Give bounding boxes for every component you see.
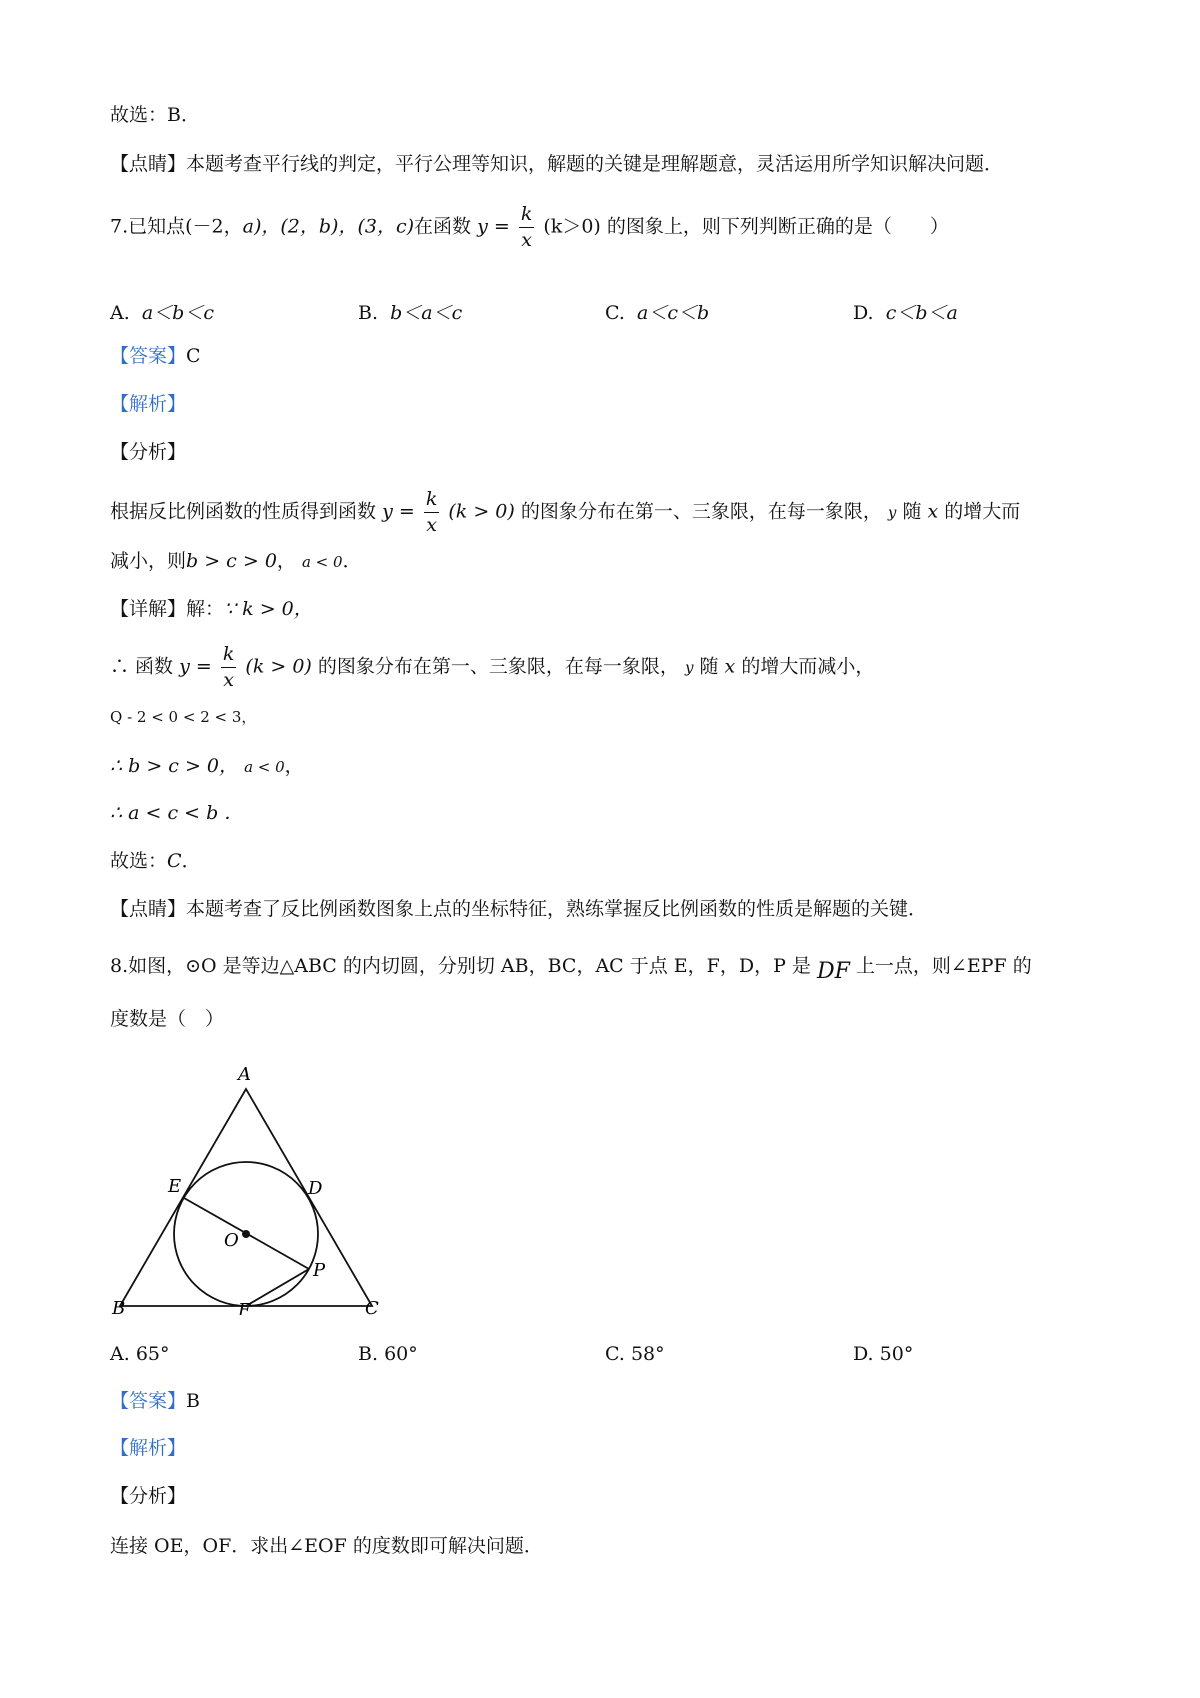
cond: (k > 0) — [245, 655, 312, 678]
cond: (k > 0) — [448, 500, 515, 523]
label-e: E — [168, 1176, 182, 1197]
text: ∴ 函数 — [110, 655, 174, 678]
answer-tag: 【答案】 — [110, 1390, 187, 1412]
option-label: B. — [358, 302, 379, 324]
text: ∴ b > c > 0， — [110, 755, 239, 777]
text: ， — [284, 755, 304, 777]
q7-analysis-tag: 【解析】 — [110, 393, 187, 415]
var-x: x — [724, 655, 736, 678]
q8-analysis-tag: 【解析】 — [110, 1437, 187, 1459]
q7-fenxi-line2 — [110, 550, 362, 573]
q8-option-a — [110, 1343, 170, 1365]
q7-fenxi-line1 — [110, 490, 1020, 535]
q8-option-d — [853, 1343, 913, 1365]
q7-fenxi-tag: 【分析】 — [110, 441, 187, 463]
arc-df: DF — [816, 959, 850, 984]
label-a: A — [238, 1064, 251, 1085]
choice-value: C — [167, 850, 182, 872]
var-x: x — [927, 500, 939, 523]
q7-func-cond: (k＞0) — [543, 215, 601, 238]
label-b: B — [112, 1298, 126, 1315]
text: ． — [181, 850, 201, 872]
q8-option-b — [358, 1343, 418, 1365]
option-text: 60° — [384, 1343, 418, 1365]
label-p: P — [313, 1260, 326, 1281]
q7-func-fraction — [519, 205, 535, 250]
text: ． — [342, 550, 362, 572]
option-text: 58° — [630, 1343, 665, 1365]
q8-stem-line2: 度数是（ ） — [110, 1008, 225, 1030]
option-label: D. — [853, 302, 874, 324]
option-label: C. — [605, 1343, 625, 1365]
text: ， — [276, 550, 296, 572]
prev-choice: 故选：B． — [110, 104, 200, 126]
func-lhs: y = — [382, 500, 415, 523]
ineq: b > c > 0 — [186, 550, 277, 572]
answer-value: B — [186, 1390, 200, 1412]
prev-comment: 【点睛】本题考查平行线的判定，平行公理等知识，解题的关键是理解题意，灵活运用所学知识解决问题． — [110, 153, 1004, 175]
q7-points: a)，(2，b)，(3，c) — [242, 215, 415, 238]
q8-fenxi: 连接 OE，OF．求出∠EOF 的度数即可解决问题． — [110, 1535, 543, 1557]
var-y: y — [887, 503, 897, 522]
text: 上一点，则∠EPF 的 — [855, 955, 1032, 977]
q7-func-num: k — [519, 205, 535, 228]
option-text: 50° — [879, 1343, 914, 1365]
q7-answer — [110, 345, 201, 368]
q7-detail-line3: Q - 2 < 0 < 2 < 3， — [110, 708, 257, 726]
q7-detail-line1 — [110, 598, 313, 621]
option-label: A. — [110, 1343, 130, 1365]
var-y: y — [684, 658, 694, 677]
option-label: A. — [110, 302, 130, 324]
answer-value: C — [186, 345, 201, 367]
text: 的增大而 — [944, 500, 1021, 523]
q7-option-d — [853, 298, 958, 325]
q7-detail-line2 — [110, 645, 874, 690]
q7-stem — [110, 205, 949, 250]
den: x — [223, 669, 234, 691]
num: k — [424, 490, 440, 513]
option-text: a＜c＜b — [637, 302, 710, 324]
text: 的增大而减小， — [741, 655, 875, 678]
q8-answer — [110, 1390, 200, 1413]
option-text: b＜a＜c — [390, 302, 463, 324]
q7-detail-line5: ∴ a < c < b ． — [110, 802, 244, 824]
q7-option-c — [605, 298, 709, 325]
q7-option-a — [110, 298, 214, 325]
label-d: D — [308, 1178, 323, 1199]
q7-option-b — [358, 298, 462, 325]
ineq: a < 0 — [301, 553, 343, 571]
detail-tag: 【详解】解： — [110, 598, 225, 620]
fraction — [221, 645, 237, 690]
option-label: D. — [853, 1343, 874, 1365]
q7-func-lhs: y = — [477, 215, 510, 238]
num: k — [221, 645, 237, 668]
q7-func-den: x — [521, 229, 532, 251]
q7-comment: 【点睛】本题考查了反比例函数图象上点的坐标特征，熟练掌握反比例函数的性质是解题的关键． — [110, 898, 928, 920]
q7-stem-a: 7.已知点(－2， — [110, 215, 243, 238]
option-text: 65° — [135, 1343, 170, 1365]
den: x — [426, 514, 437, 536]
center-dot — [242, 1230, 250, 1238]
label-o: O — [224, 1230, 239, 1251]
text: 的图象分布在第一、三象限，在每一象限， — [520, 500, 882, 523]
q7-detail-line4 — [110, 755, 304, 778]
q8-figure — [110, 1060, 380, 1315]
q8-fenxi-tag: 【分析】 — [110, 1485, 187, 1507]
func-lhs: y = — [179, 655, 212, 678]
text: 的图象分布在第一、三象限，在每一象限， — [317, 655, 679, 678]
text: 故选： — [110, 850, 168, 872]
chord-pf — [246, 1269, 309, 1306]
q7-stem-b: 在函数 — [414, 215, 472, 238]
triangle-abc — [120, 1089, 372, 1306]
option-label: B. — [358, 1343, 379, 1365]
option-label: C. — [605, 302, 625, 324]
label-c: C — [365, 1298, 379, 1315]
label-f: F — [238, 1300, 251, 1315]
fraction — [424, 490, 440, 535]
text: 减小，则 — [110, 550, 187, 572]
text: a < 0 — [244, 758, 285, 776]
q7-stem-c: 的图象上，则下列判断正确的是（ ） — [606, 215, 949, 238]
answer-tag: 【答案】 — [110, 345, 187, 367]
q7-choice — [110, 850, 201, 873]
q8-stem-line1 — [110, 953, 1032, 984]
text: ∵ k > 0， — [224, 598, 313, 620]
q8-option-c — [605, 1343, 665, 1365]
option-text: a＜b＜c — [141, 302, 214, 324]
text: 8.如图，⊙O 是等边△ABC 的内切圆，分别切 AB，BC，AC 于点 E，F，D，P 是 — [110, 955, 811, 977]
option-text: c＜b＜a — [885, 302, 958, 324]
text: 随 — [699, 655, 719, 678]
text: 随 — [902, 500, 922, 523]
text: 根据反比例函数的性质得到函数 — [110, 500, 377, 523]
